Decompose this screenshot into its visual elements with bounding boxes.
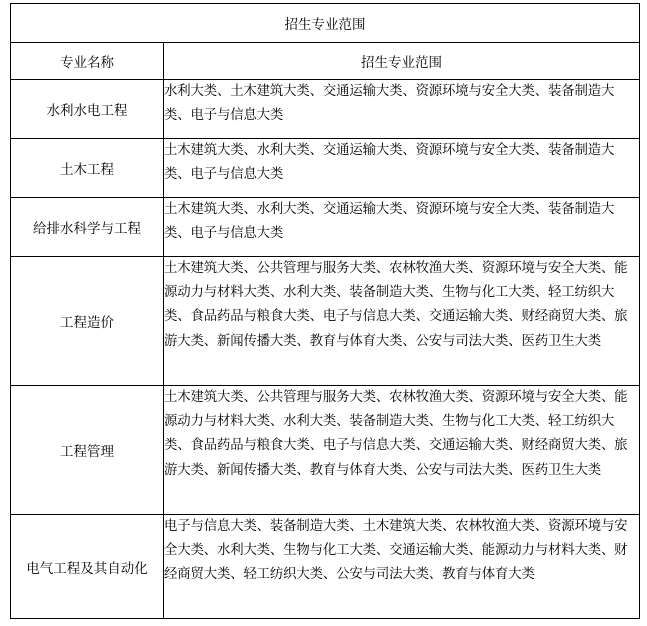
table-row <box>11 80 640 139</box>
column-header-major: 专业名称 <box>11 43 164 80</box>
table-row <box>11 257 640 386</box>
major-name-cell: 工程造价 <box>11 257 164 386</box>
scope-cell: 土木建筑大类、公共管理与服务大类、农林牧渔大类、资源环境与安全大类、能源动力与材料大类、水利大类、装备制造大类、生物与化工大类、轻工纺织大类、食品药品与粮食大类、电子与信息大类、交通运输大类、财经商贸大类、旅游大类、新闻传播大类、教育与体育大类、公安与司法大类、医药卫生大类 <box>164 257 640 386</box>
major-name-cell: 水利水电工程 <box>11 80 164 139</box>
scope-cell: 土木建筑大类、公共管理与服务大类、农林牧渔大类、资源环境与安全大类、能源动力与材料大类、水利大类、装备制造大类、生物与化工大类、轻工纺织大类、食品药品与粮食大类、电子与信息大类、交通运输大类、财经商贸大类、旅游大类、新闻传播大类、教育与体育大类、公安与司法大类、医药卫生大类 <box>164 386 640 515</box>
table-row <box>11 198 640 257</box>
major-name-cell: 电气工程及其自动化 <box>11 515 164 619</box>
column-header-scope: 招生专业范围 <box>164 43 640 80</box>
table-row <box>11 386 640 515</box>
scope-cell: 土木建筑大类、水利大类、交通运输大类、资源环境与安全大类、装备制造大类、电子与信息大类 <box>164 139 640 198</box>
scope-cell: 土木建筑大类、水利大类、交通运输大类、资源环境与安全大类、装备制造大类、电子与信息大类 <box>164 198 640 257</box>
scope-cell: 水利大类、土木建筑大类、交通运输大类、资源环境与安全大类、装备制造大类、电子与信息大类 <box>164 80 640 139</box>
table-title: 招生专业范围 <box>11 4 640 43</box>
admission-scope-table <box>10 3 640 619</box>
table-row <box>11 139 640 198</box>
major-name-cell: 工程管理 <box>11 386 164 515</box>
table-header-row <box>11 43 640 80</box>
major-name-cell: 土木工程 <box>11 139 164 198</box>
table-title-row <box>11 4 640 43</box>
scope-cell: 电子与信息大类、装备制造大类、土木建筑大类、农林牧渔大类、资源环境与安全大类、水利大类、生物与化工大类、交通运输大类、能源动力与材料大类、财经商贸大类、轻工纺织大类、公安与司法大类、教育与体育大类 <box>164 515 640 619</box>
table-row <box>11 515 640 619</box>
major-name-cell: 给排水科学与工程 <box>11 198 164 257</box>
